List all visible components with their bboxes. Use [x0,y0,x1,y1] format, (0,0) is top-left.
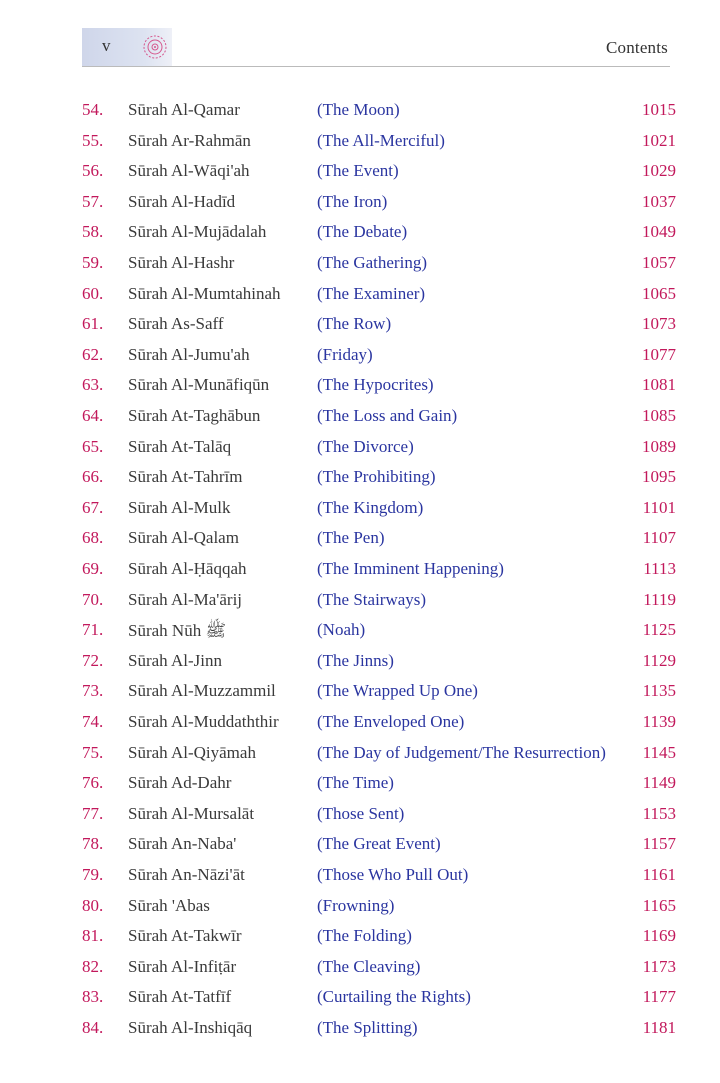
surah-meaning: (The Divorce) [317,436,414,456]
toc-entry[interactable] [0,100,720,130]
toc-entry[interactable] [0,1018,720,1048]
page-number: 1139 [642,712,676,731]
toc-entry[interactable] [0,375,720,405]
surah-meaning: (Noah) [317,620,366,640]
page-number: 1101 [642,497,676,517]
surah-name: Sūrah Al-Munāfiqūn [128,375,270,395]
entry-number: 61. [82,314,104,334]
entry-number: 59. [82,253,104,272]
page-number: 1157 [642,834,676,854]
page-number: 1065 [642,283,676,303]
surah-name: Sūrah Al-Mumtahinah [128,283,281,303]
page-number: 1085 [642,406,676,425]
toc-entry[interactable] [0,773,720,803]
page-number: 1161 [642,865,676,884]
page-number: 1169 [642,926,676,946]
entry-number: 66. [82,467,104,487]
surah-name: Sūrah Al-Ḥāqqah [128,559,247,578]
surah-name: Sūrah Al-Wāqi'ah [128,161,250,181]
toc-entry[interactable] [0,253,720,283]
entry-number: 64. [82,406,104,425]
page-number: 1077 [642,344,676,364]
surah-meaning: (The Debate) [317,222,408,242]
page-header [82,28,670,68]
surah-meaning: (The Examiner) [317,283,426,303]
page-number: 1095 [642,467,676,487]
surah-meaning: (The All-Merciful) [317,130,445,150]
surah-name: Sūrah Al-Hashr [128,253,235,272]
toc-entry[interactable] [0,590,720,620]
surah-meaning: (The Great Event) [317,834,441,854]
surah-name: Sūrah Al-Jumu'ah [128,344,250,364]
surah-name: Sūrah Al-Mujādalah [128,222,267,242]
page-number: 1081 [642,375,676,395]
surah-name: Sūrah At-Tahrīm [128,467,243,487]
entry-number: 80. [82,895,104,915]
entry-number: 69. [82,559,104,578]
toc-entry[interactable] [0,957,720,987]
surah-name: Sūrah Al-Qalam [128,528,239,548]
entry-number: 83. [82,987,104,1007]
entry-number: 81. [82,926,104,946]
surah-name: Sūrah Al-Qiyāmah [128,742,256,762]
toc-entry[interactable] [0,651,720,681]
page-number: 1113 [643,559,676,578]
entry-number: 70. [82,589,104,609]
surah-meaning: (The Imminent Happening) [317,559,504,578]
page-number: 1135 [642,681,676,701]
surah-name: Sūrah At-Talāq [128,436,232,456]
toc-entry[interactable] [0,987,720,1017]
entry-number: 54. [82,100,104,119]
page-number: 1119 [643,589,676,609]
page-number: v [102,36,111,55]
toc-entry[interactable] [0,712,720,742]
surah-meaning: (The Hypocrites) [317,375,434,395]
surah-meaning: (The Pen) [317,528,385,548]
surah-meaning: (The Jinns) [317,650,394,670]
entry-number: 77. [82,803,104,823]
entry-number: 73. [82,681,104,701]
surah-meaning: (Friday) [317,344,373,364]
surah-meaning: (The Splitting) [317,1018,418,1037]
entry-number: 75. [82,742,104,762]
surah-meaning: (The Moon) [317,100,400,119]
toc-entry[interactable] [0,834,720,864]
surah-name: Sūrah An-Nāzi'āt [128,865,245,884]
entry-number: 55. [82,130,104,150]
page-number: 1165 [642,895,676,915]
surah-meaning: (The Wrapped Up One) [317,681,478,701]
entry-number: 82. [82,956,104,976]
page-number: 1049 [642,222,676,242]
header-rule [82,66,670,67]
toc-entry[interactable] [0,498,720,528]
page-number: 1089 [642,436,676,456]
surah-meaning: (The Loss and Gain) [317,406,458,425]
surah-name: Sūrah Al-Mulk [128,497,231,517]
toc-entry[interactable] [0,896,720,926]
surah-name: Sūrah An-Naba' [128,834,237,854]
entry-number: 67. [82,497,104,517]
page-number: 1021 [642,130,676,150]
surah-name: Sūrah Al-Muzzammil [128,681,276,701]
entry-number: 79. [82,865,104,884]
page-number: 1149 [642,773,676,793]
page-number: 1015 [642,100,676,119]
surah-meaning: (Those Sent) [317,803,405,823]
entry-number: 68. [82,528,104,548]
surah-meaning: (Frowning) [317,895,395,915]
surah-meaning: (The Stairways) [317,589,427,609]
toc-entry[interactable] [0,926,720,956]
entry-number: 56. [82,161,104,181]
surah-name: Sūrah Ad-Dahr [128,773,232,793]
surah-name: Sūrah Ar-Rahmān [128,130,251,150]
surah-meaning: (The Prohibiting) [317,467,436,487]
surah-meaning: (The Enveloped One) [317,712,465,731]
surah-meaning: (The Iron) [317,191,388,211]
surah-meaning: (The Event) [317,161,399,181]
entry-number: 76. [82,773,104,793]
surah-name: Sūrah Al-Inshiqāq [128,1018,253,1037]
page-number: 1037 [642,191,676,211]
surah-name: Sūrah As-Saff [128,314,224,334]
toc-entry[interactable] [0,406,720,436]
toc-entry[interactable] [0,804,720,834]
surah-meaning: (The Cleaving) [317,956,421,976]
toc-entry[interactable] [0,620,720,650]
entry-number: 57. [82,191,104,211]
surah-name: Sūrah Al-Infiṭār [128,956,237,976]
page-number: 1153 [642,803,676,823]
surah-name: Sūrah At-Taghābun [128,406,261,425]
toc-entry[interactable] [0,161,720,191]
surah-name: Sūrah Al-Ma'ārij [128,589,243,609]
entry-number: 62. [82,344,104,364]
page-number: 1145 [642,742,676,762]
entry-number: 78. [82,834,104,854]
surah-meaning: (Those Who Pull Out) [317,865,469,884]
toc-entry[interactable] [0,192,720,222]
page-number: 1181 [642,1018,676,1037]
entry-number: 72. [82,650,104,670]
surah-meaning: (The Folding) [317,926,412,946]
surah-name: Sūrah 'Abas [128,895,210,915]
surah-meaning: (Curtailing the Rights) [317,987,471,1007]
toc-entry[interactable] [0,222,720,252]
entry-number: 60. [82,283,104,303]
surah-meaning: (The Gathering) [317,253,427,272]
toc-entry[interactable] [0,743,720,773]
toc-entry[interactable] [0,865,720,895]
toc-entry[interactable] [0,345,720,375]
page-number: 1107 [642,528,676,548]
entry-number: 71. [82,620,104,640]
page-number: 1129 [642,650,676,670]
surah-meaning: (The Time) [317,773,394,793]
page-number: 1057 [642,253,676,272]
page-number: 1173 [642,956,676,976]
surah-name: Sūrah At-Tatfīf [128,987,232,1007]
toc-entry[interactable] [0,467,720,497]
entry-number: 58. [82,222,104,242]
entry-number: 65. [82,436,104,456]
surah-meaning: (The Day of Judgement/The Resurrection) [317,742,606,762]
section-title: Contents [605,38,668,57]
page-number: 1073 [642,314,676,334]
toc-entry[interactable] [0,131,720,161]
surah-name: Sūrah Al-Qamar [128,100,240,119]
toc-entry[interactable] [0,559,720,589]
entry-number: 84. [82,1018,104,1037]
surah-name: Sūrah At-Takwīr [128,926,242,946]
toc-entry[interactable] [0,528,720,558]
page-number: 1177 [642,987,676,1007]
toc-entry[interactable] [0,437,720,467]
toc-entry[interactable] [0,284,720,314]
surah-name: Sūrah Al-Hadīd [128,191,236,211]
entry-number: 63. [82,375,104,395]
toc-entry[interactable] [0,314,720,344]
surah-meaning: (The Row) [317,314,392,334]
rosette-ornament-icon [142,34,168,60]
surah-name: Sūrah Al-Mursalāt [128,803,255,823]
page-number: 1029 [642,161,676,181]
surah-meaning: (The Kingdom) [317,497,424,517]
toc-entry[interactable] [0,681,720,711]
entry-number: 74. [82,712,104,731]
surah-name: Sūrah Al-Jinn [128,650,222,670]
surah-name: Sūrah Al-Muddaththir [128,712,279,731]
page-number: 1125 [642,620,676,640]
surah-name: Sūrah Nūh ﷺ [128,621,226,641]
